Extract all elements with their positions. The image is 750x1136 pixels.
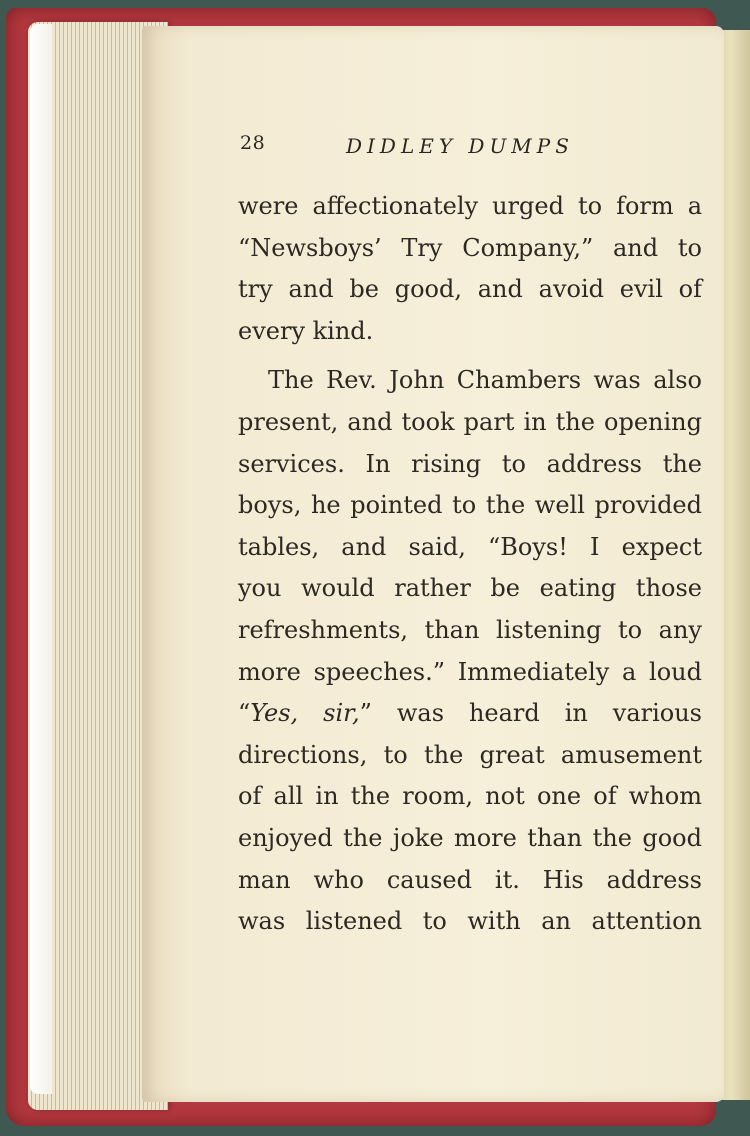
text-line: tables, and said, “Boys! I expect <box>238 532 702 561</box>
italic-yes: Yes, <box>250 699 299 728</box>
text-line: was listened to with an attention <box>238 907 702 936</box>
running-title: DIDLEY DUMPS <box>346 134 574 158</box>
text-line-italic: “Yes, sir,” was heard in various <box>238 699 703 728</box>
page-header <box>240 132 690 168</box>
text-line: every kind. <box>238 316 374 345</box>
text-line: refreshments, than listening to any <box>238 615 702 644</box>
text-line: directions, to the great amusement <box>238 740 702 769</box>
text-line: more speeches.” Immediately a loud <box>238 657 702 686</box>
text-line: of all in the room, not one of whom <box>238 782 702 811</box>
text-line: you would rather be eating those <box>238 574 702 603</box>
body-text <box>238 186 702 943</box>
text-line: man who caused it. His address <box>238 865 702 894</box>
text-line: “Newsboys’ Try Company,” and to <box>238 233 702 262</box>
text-line: services. In rising to address the <box>238 449 702 478</box>
page-number: 28 <box>240 132 266 154</box>
text-line: enjoyed the joke more than the good <box>238 823 702 852</box>
text-line: were affectionately urged to form a <box>238 192 702 220</box>
text-line: boys, he pointed to the well provided <box>238 491 702 520</box>
text-line: The Rev. John Chambers was also <box>268 366 702 395</box>
endpaper <box>30 24 52 1094</box>
italic-sir: sir, <box>323 699 360 728</box>
text-line: try and be good, and avoid evil of <box>238 275 702 304</box>
text-line: present, and took part in the opening <box>238 407 702 436</box>
